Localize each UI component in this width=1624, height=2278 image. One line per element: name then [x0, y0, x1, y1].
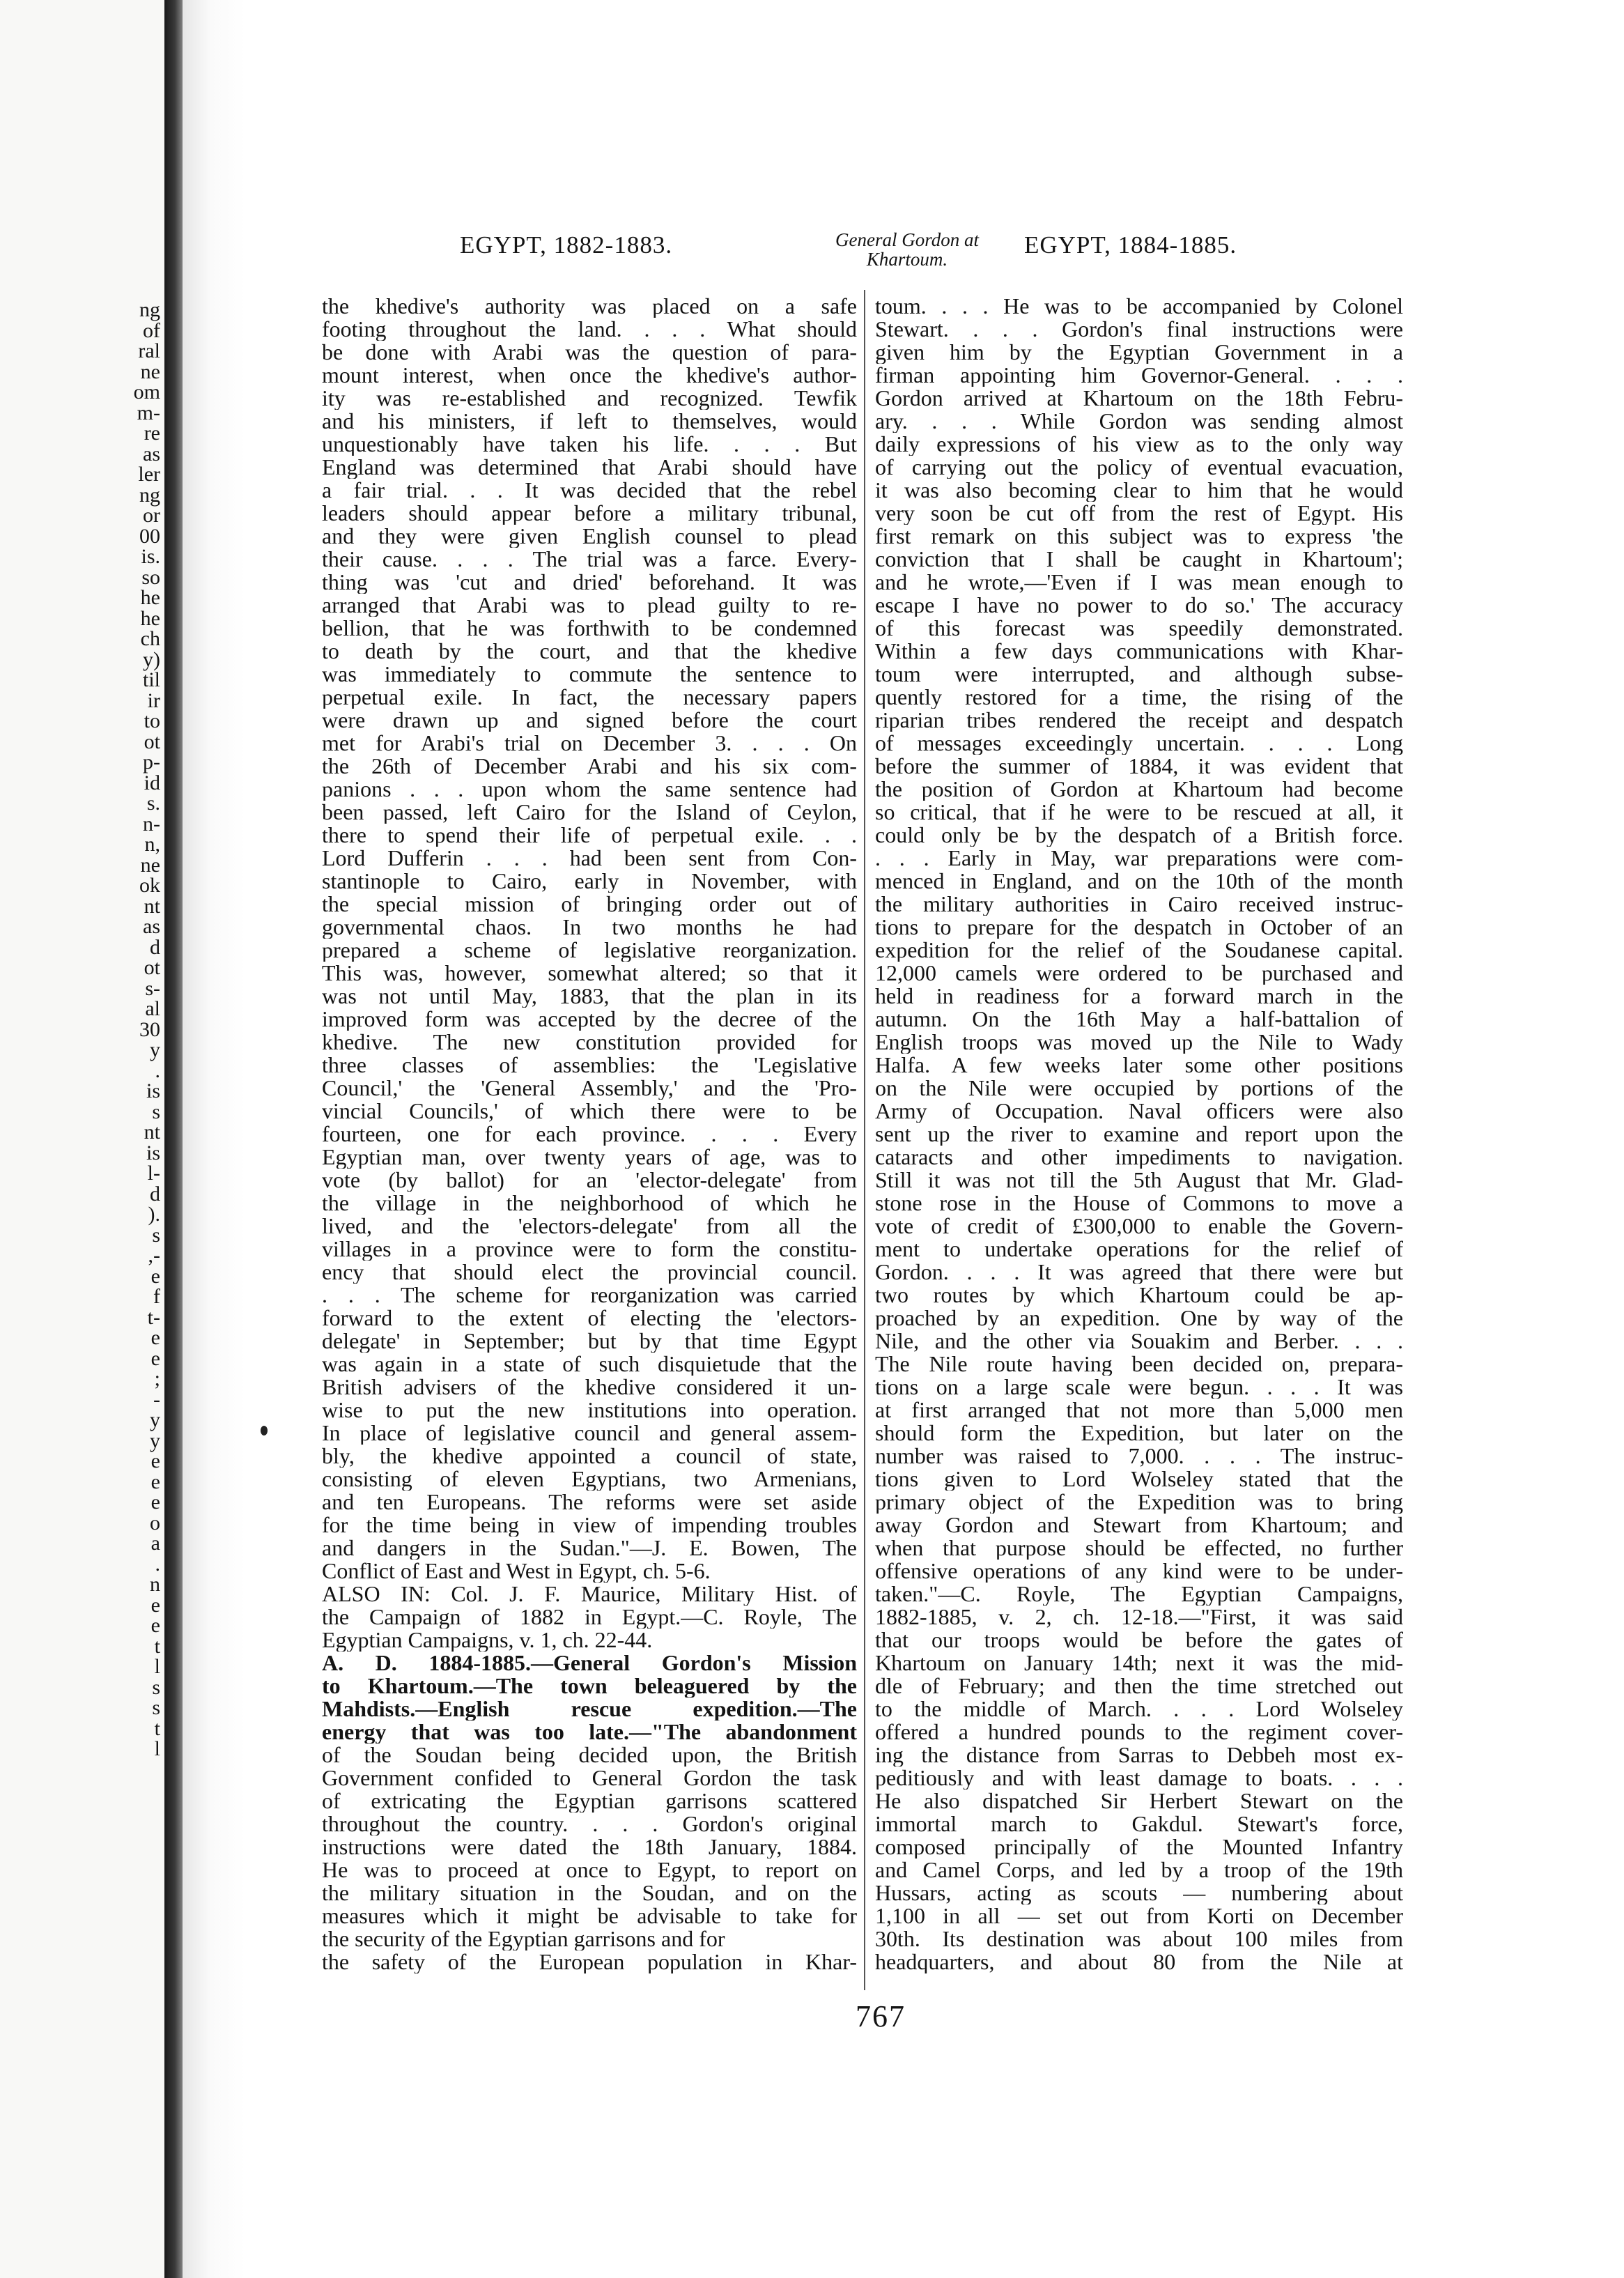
text-line: was again in a state of such disquietude that the	[322, 1353, 857, 1376]
text-line: 30th. Its destination was about 100 miles from	[875, 1927, 1403, 1950]
adjacent-page-text: ok	[139, 874, 160, 897]
text-line: the khedive's authority was placed on a safe	[322, 295, 857, 318]
adjacent-page-text: l-	[147, 1162, 160, 1185]
text-line: 1882-1885, v. 2, ch. 12-18.—"First, it was said	[875, 1606, 1403, 1629]
text-line: primary object of the Expedition was to bring	[875, 1491, 1403, 1514]
text-line: A. D. 1884-1885.—General Gordon's Mission	[322, 1652, 857, 1675]
text-line: 1,100 in all — set out from Korti on December	[875, 1904, 1403, 1927]
adjacent-page-text: n,	[144, 833, 160, 856]
text-line: This was, however, somewhat altered; so that it	[322, 962, 857, 985]
text-line: met for Arabi's trial on December 3. . . . On	[322, 732, 857, 755]
adjacent-page-text: ;	[154, 1367, 160, 1390]
text-line: instructions were dated the 18th January, 1884.	[322, 1836, 857, 1858]
adjacent-page-text: ng	[139, 483, 160, 507]
left-column	[322, 295, 857, 1973]
text-line: the military authorities in Cairo received instruc-	[875, 893, 1403, 916]
adjacent-page-text: of	[143, 318, 160, 342]
text-line: energy that was too late.—"The abandonment	[322, 1721, 857, 1744]
adjacent-page-text: s	[152, 1696, 160, 1719]
adjacent-page-text: y	[150, 1429, 160, 1452]
text-line: two routes by which Khartoum could be ap-	[875, 1284, 1403, 1307]
text-line: . . . The scheme for reorganization was carried	[322, 1284, 857, 1307]
running-head-left: EGYPT, 1882-1883.	[460, 231, 673, 259]
adjacent-page-text: he	[140, 586, 160, 609]
text-line: governmental chaos. In two months he had	[322, 916, 857, 939]
adjacent-page-text: e	[150, 1593, 160, 1617]
text-line: Conflict of East and West in Egypt, ch. 5-6.	[322, 1560, 711, 1583]
adjacent-page-text: .	[155, 1059, 160, 1082]
page-number: 767	[856, 1999, 906, 2033]
text-line: autumn. On the 16th May a half-battalion of	[875, 1008, 1403, 1031]
adjacent-page-text: id	[144, 771, 160, 794]
text-line: were drawn up and signed before the court	[322, 709, 857, 732]
text-line: dle of February; and then the time stretched out	[875, 1675, 1403, 1698]
text-line: taken."—C. Royle, The Egyptian Campaigns,	[875, 1583, 1403, 1606]
text-line: panions . . . upon whom the same sentence had	[322, 778, 857, 801]
adjacent-page-text: he	[140, 606, 160, 630]
text-line: to the middle of March. . . . Lord Wolseley	[875, 1698, 1403, 1721]
text-line: toum were interrupted, and although subse-	[875, 663, 1403, 686]
text-line: tions to prepare for the despatch in October of an	[875, 916, 1403, 939]
text-line: of the Soudan being decided upon, the British	[322, 1744, 857, 1767]
text-line: Egyptian Campaigns, v. 1, ch. 22-44.	[322, 1629, 653, 1652]
text-line: Mahdists.—English rescue expedition.—The	[322, 1698, 857, 1721]
adjacent-page-text: ng	[139, 298, 160, 321]
text-line: to Khartoum.—The town beleaguered by the	[322, 1675, 857, 1698]
adjacent-page-fragment	[0, 0, 164, 2278]
text-line: on the Nile were occupied by portions of the	[875, 1077, 1403, 1100]
text-line: ary. . . . While Gordon was sending almost	[875, 410, 1403, 433]
adjacent-page-text: s.	[146, 792, 160, 815]
adjacent-page-text: ne	[140, 853, 160, 877]
column-divider	[864, 290, 865, 1990]
right-column	[875, 295, 1403, 1973]
text-line: wise to put the new institutions into operation.	[322, 1399, 857, 1422]
text-line: stone rose in the House of Commons to move a	[875, 1192, 1403, 1215]
text-line: 12,000 camels were ordered to be purchased and	[875, 962, 1403, 985]
text-line: fourteen, one for each province. . . . Every	[322, 1123, 857, 1146]
adjacent-page-text: p-	[143, 751, 160, 774]
text-line: should form the Expedition, but later on the	[875, 1422, 1403, 1445]
adjacent-page-text: .	[155, 1552, 160, 1576]
text-line: three classes of assemblies: the 'Legislative	[322, 1054, 857, 1077]
adjacent-page-text: nt	[144, 1121, 160, 1144]
text-line: given him by the Egyptian Government in a	[875, 341, 1403, 364]
text-line: English troops was moved up the Nile to Wady	[875, 1031, 1403, 1054]
text-line: . . . Early in May, war preparations were com-	[875, 847, 1403, 870]
text-line: to death by the court, and that the khedive	[322, 640, 857, 663]
text-line: Within a few days communications with Khar-	[875, 640, 1403, 663]
text-line: peditiously and with least damage to boats. . . .	[875, 1767, 1403, 1790]
adjacent-page-text: d	[150, 935, 160, 959]
adjacent-page-text: 00	[139, 524, 160, 548]
text-line: was not until May, 1883, that the plan in its	[322, 985, 857, 1008]
text-line: firman appointing him Governor-General. . . .	[875, 364, 1403, 387]
text-line: toum. . . . He was to be accompanied by Colonel	[875, 295, 1403, 318]
text-line: immortal march to Gakdul. Stewart's force,	[875, 1813, 1403, 1836]
text-line: Council,' the 'General Assembly,' and the 'Pro-	[322, 1077, 857, 1100]
adjacent-page-text: as	[143, 915, 160, 938]
text-line: at first arranged that not more than 5,000 men	[875, 1399, 1403, 1422]
adjacent-page-text: m-	[137, 401, 160, 424]
text-line: villages in a province were to form the constitu-	[322, 1238, 857, 1261]
adjacent-page-text: t	[154, 1634, 160, 1658]
text-line: khedive. The new constitution provided for	[322, 1031, 857, 1054]
text-line: and they were given English counsel to plead	[322, 525, 857, 548]
text-line: Gordon. . . . It was agreed that there were but	[875, 1261, 1403, 1284]
text-line: proached by an expedition. One by way of the	[875, 1307, 1403, 1330]
text-line: perpetual exile. In fact, the necessary papers	[322, 686, 857, 709]
text-line: there to spend their life of perpetual exile. . .	[322, 824, 857, 847]
text-line: the 26th of December Arabi and his six com-	[322, 755, 857, 778]
text-line: the Campaign of 1882 in Egypt.—C. Royle, The	[322, 1606, 857, 1629]
text-line: composed principally of the Mounted Infantry	[875, 1836, 1403, 1858]
adjacent-page-text: ir	[147, 688, 160, 712]
text-line: lived, and the 'electors-delegate' from all the	[322, 1215, 857, 1238]
adjacent-page-text: ler	[138, 463, 160, 486]
text-line: the safety of the European population in Khar-	[322, 1950, 857, 1973]
text-line: be done with Arabi was the question of para-	[322, 341, 857, 364]
text-line: Lord Dufferin . . . had been sent from Con-	[322, 847, 857, 870]
text-line: headquarters, and about 80 from the Nile at	[875, 1950, 1403, 1973]
adjacent-page-text: n-	[143, 812, 160, 836]
adjacent-page-text: a	[150, 1532, 160, 1555]
running-head	[183, 230, 1624, 279]
text-line: He also dispatched Sir Herbert Stewart on the	[875, 1790, 1403, 1813]
text-line: bly, the khedive appointed a council of state,	[322, 1445, 857, 1468]
text-line: the military situation in the Soudan, and on the	[322, 1881, 857, 1904]
text-line: mount interest, when once the khedive's author-	[322, 364, 857, 387]
text-line: improved form was accepted by the decree of the	[322, 1008, 857, 1031]
text-line: throughout the country. . . . Gordon's original	[322, 1813, 857, 1836]
text-line: Gordon arrived at Khartoum on the 18th Febru-	[875, 387, 1403, 410]
text-line: of carrying out the policy of eventual evacuation,	[875, 456, 1403, 479]
adjacent-page-text: as	[143, 442, 160, 465]
running-head-center-line2: Khartoum.	[866, 249, 948, 270]
text-line: Government confided to General Gordon the task	[322, 1767, 857, 1790]
text-line: riparian tribes rendered the receipt and despatch	[875, 709, 1403, 732]
adjacent-page-text: t-	[147, 1305, 160, 1329]
text-line: In place of legislative council and general assem-	[322, 1422, 857, 1445]
text-line: when that purpose should be effected, no further	[875, 1537, 1403, 1560]
text-line: leaders should appear before a military tribunal,	[322, 502, 857, 525]
adjacent-page-text: s	[152, 1223, 160, 1247]
text-line: Army of Occupation. Naval officers were also	[875, 1100, 1403, 1123]
adjacent-page-text: n	[150, 1573, 160, 1596]
text-line: for the time being in view of impending troubles	[322, 1514, 857, 1537]
adjacent-page-text: e	[150, 1491, 160, 1514]
adjacent-page-text: e	[150, 1264, 160, 1288]
adjacent-page-text: e	[150, 1614, 160, 1637]
text-line: very soon be cut off from the rest of Egypt. His	[875, 502, 1403, 525]
text-line: their cause. . . . The trial was a farce. Every-	[322, 548, 857, 571]
text-line: arranged that Arabi was to plead guilty to re-	[322, 594, 857, 617]
text-line: was immediately to commute the sentence to	[322, 663, 857, 686]
text-line: the special mission of bringing order out of	[322, 893, 857, 916]
adjacent-page-text: 30	[139, 1017, 160, 1041]
adjacent-page-text: e	[150, 1470, 160, 1493]
text-line: that our troops would be before the gates of	[875, 1629, 1403, 1652]
text-line: tions on a large scale were begun. . . . It was	[875, 1376, 1403, 1399]
adjacent-page-text: l	[154, 1737, 160, 1760]
text-line: daily expressions of his view as to the only way	[875, 433, 1403, 456]
text-line: the village in the neighborhood of which he	[322, 1192, 857, 1215]
text-line: Stewart. . . . Gordon's final instructions were	[875, 318, 1403, 341]
text-line: Halfa. A few weeks later some other positions	[875, 1054, 1403, 1077]
adjacent-page-text: s-	[145, 976, 160, 1000]
adjacent-page-text: y	[150, 1038, 160, 1061]
text-line: vote (by ballot) for an 'elector-delegate' from	[322, 1169, 857, 1192]
text-line: ing the distance from Sarras to Debbeh most ex-	[875, 1744, 1403, 1767]
adjacent-page-text: ot	[144, 956, 160, 979]
adjacent-page-text: -	[153, 1387, 160, 1411]
adjacent-page-text: nt	[144, 894, 160, 918]
adjacent-page-text: ch	[140, 627, 160, 650]
text-line: number was raised to 7,000. . . . The instruc-	[875, 1445, 1403, 1468]
adjacent-page-text: e	[150, 1326, 160, 1349]
text-line: could only be by the despatch of a British force.	[875, 824, 1403, 847]
text-line: been passed, left Cairo for the Island of Ceylon,	[322, 801, 857, 824]
adjacent-page-text: y	[150, 1408, 160, 1431]
text-line: The Nile route having been decided on, prepara-	[875, 1353, 1403, 1376]
text-line: cataracts and other impediments to navigation.	[875, 1146, 1403, 1169]
running-head-center-line1: General Gordon at	[835, 229, 979, 250]
text-line: forward to the extent of electing the 'electors-	[322, 1307, 857, 1330]
adjacent-page-text: re	[144, 422, 160, 445]
running-head-center	[764, 230, 1050, 269]
margin-ink-spot	[261, 1426, 268, 1436]
text-line: thing was 'cut and dried' beforehand. It was	[322, 571, 857, 594]
text-line: footing throughout the land. . . . What should	[322, 318, 857, 341]
text-line: bellion, that he was forthwith to be condemned	[322, 617, 857, 640]
adjacent-page-text: s	[152, 1675, 160, 1699]
adjacent-page-text: is	[146, 1079, 160, 1102]
text-line: ment to undertake operations for the relief of	[875, 1238, 1403, 1261]
adjacent-page-text: ne	[140, 360, 160, 383]
text-line: of messages exceedingly uncertain. . . . Long	[875, 732, 1403, 755]
adjacent-page-text: til	[142, 668, 160, 691]
adjacent-page-text: to	[144, 709, 160, 732]
adjacent-page-text: t	[154, 1716, 160, 1740]
text-line: vote of credit of £300,000 to enable the Govern-	[875, 1215, 1403, 1238]
text-line: Nile, and the other via Souakim and Berber. . . .	[875, 1330, 1403, 1353]
text-line: it was also becoming clear to him that he would	[875, 479, 1403, 502]
adjacent-page-text: om	[133, 380, 160, 403]
text-line: vincial Councils,' of which there were to be	[322, 1100, 857, 1123]
text-line: of extricating the Egyptian garrisons scattered	[322, 1790, 857, 1813]
adjacent-page-text: is.	[141, 545, 160, 568]
text-line: stantinople to Cairo, early in November, with	[322, 870, 857, 893]
adjacent-page-text: o	[150, 1511, 160, 1534]
text-line: England was determined that Arabi should have	[322, 456, 857, 479]
text-line: offered a hundred pounds to the regiment cover-	[875, 1721, 1403, 1744]
adjacent-page-text: so	[141, 565, 160, 589]
text-line: and dangers in the Sudan."—J. E. Bowen, The	[322, 1537, 857, 1560]
text-line: quently restored for a time, the rising of the	[875, 686, 1403, 709]
text-line: ency that should elect the provincial council.	[322, 1261, 857, 1284]
text-line: held in readiness for a forward march in the	[875, 985, 1403, 1008]
text-line: escape I have no power to do so.' The accuracy	[875, 594, 1403, 617]
text-line: delegate' in September; but by that time Egypt	[322, 1330, 857, 1353]
text-line: away Gordon and Stewart from Khartoum; and	[875, 1514, 1403, 1537]
text-line: before the summer of 1884, it was evident that	[875, 755, 1403, 778]
adjacent-page-text: e	[150, 1346, 160, 1370]
text-line: Egyptian man, over twenty years of age, was to	[322, 1146, 857, 1169]
text-line: British advisers of the khedive considered it un-	[322, 1376, 857, 1399]
adjacent-page-text: ).	[148, 1203, 160, 1226]
text-line: and ten Europeans. The reforms were set aside	[322, 1491, 857, 1514]
adjacent-page-text: y)	[143, 647, 160, 671]
text-line: ity was re-established and recognized. Tewfik	[322, 387, 857, 410]
text-line: and Camel Corps, and led by a troop of the 19th	[875, 1858, 1403, 1881]
adjacent-page-text: l	[154, 1655, 160, 1678]
text-line: Still it was not till the 5th August that Mr. Glad-	[875, 1169, 1403, 1192]
text-line: Hussars, acting as scouts — numbering about	[875, 1881, 1403, 1904]
text-line: and his ministers, if left to themselves, would	[322, 410, 857, 433]
adjacent-page-text: ral	[138, 339, 160, 362]
text-line: Khartoum on January 14th; next it was the mid-	[875, 1652, 1403, 1675]
text-line: measures which it might be advisable to take for	[322, 1904, 857, 1927]
text-line: sent up the river to examine and report upon the	[875, 1123, 1403, 1146]
text-line: a fair trial. . . It was decided that the rebel	[322, 479, 857, 502]
text-line: so critical, that if he were to be rescued at all, it	[875, 801, 1403, 824]
adjacent-page-text: ,-	[148, 1244, 160, 1267]
adjacent-page-text: al	[145, 997, 160, 1020]
text-line: menced in England, and on the 10th of the month	[875, 870, 1403, 893]
running-head-right: EGYPT, 1884-1885.	[1024, 231, 1237, 259]
adjacent-page-text: d	[150, 1182, 160, 1206]
text-line: ALSO IN: Col. J. F. Maurice, Military Hist. of	[322, 1583, 857, 1606]
text-line: prepared a scheme of legislative reorganization.	[322, 939, 857, 962]
text-line: first remark on this subject was to express 'the	[875, 525, 1403, 548]
adjacent-page-text: is	[146, 1141, 160, 1164]
text-line: the security of the Egyptian garrisons and for	[322, 1927, 725, 1950]
adjacent-page-text: ot	[144, 730, 160, 753]
text-line: of this forecast was speedily demonstrated.	[875, 617, 1403, 640]
adjacent-page-text: e	[150, 1449, 160, 1472]
text-line: and he wrote,—'Even if I was mean enough to	[875, 571, 1403, 594]
text-line: tions given to Lord Wolseley stated that the	[875, 1468, 1403, 1491]
text-line: consisting of eleven Egyptians, two Armenians,	[322, 1468, 857, 1491]
adjacent-page-text: f	[153, 1285, 160, 1308]
text-line: unquestionably have taken his life. . . . But	[322, 433, 857, 456]
adjacent-page-text: or	[143, 504, 160, 527]
text-line: expedition for the relief of the Soudanese capital.	[875, 939, 1403, 962]
text-line: He was to proceed at once to Egypt, to report on	[322, 1858, 857, 1881]
text-line: offensive operations of any kind were to be under-	[875, 1560, 1403, 1583]
adjacent-page-text: s	[152, 1100, 160, 1123]
text-line: the position of Gordon at Khartoum had become	[875, 778, 1403, 801]
text-line: conviction that I shall be caught in Khartoum';	[875, 548, 1403, 571]
